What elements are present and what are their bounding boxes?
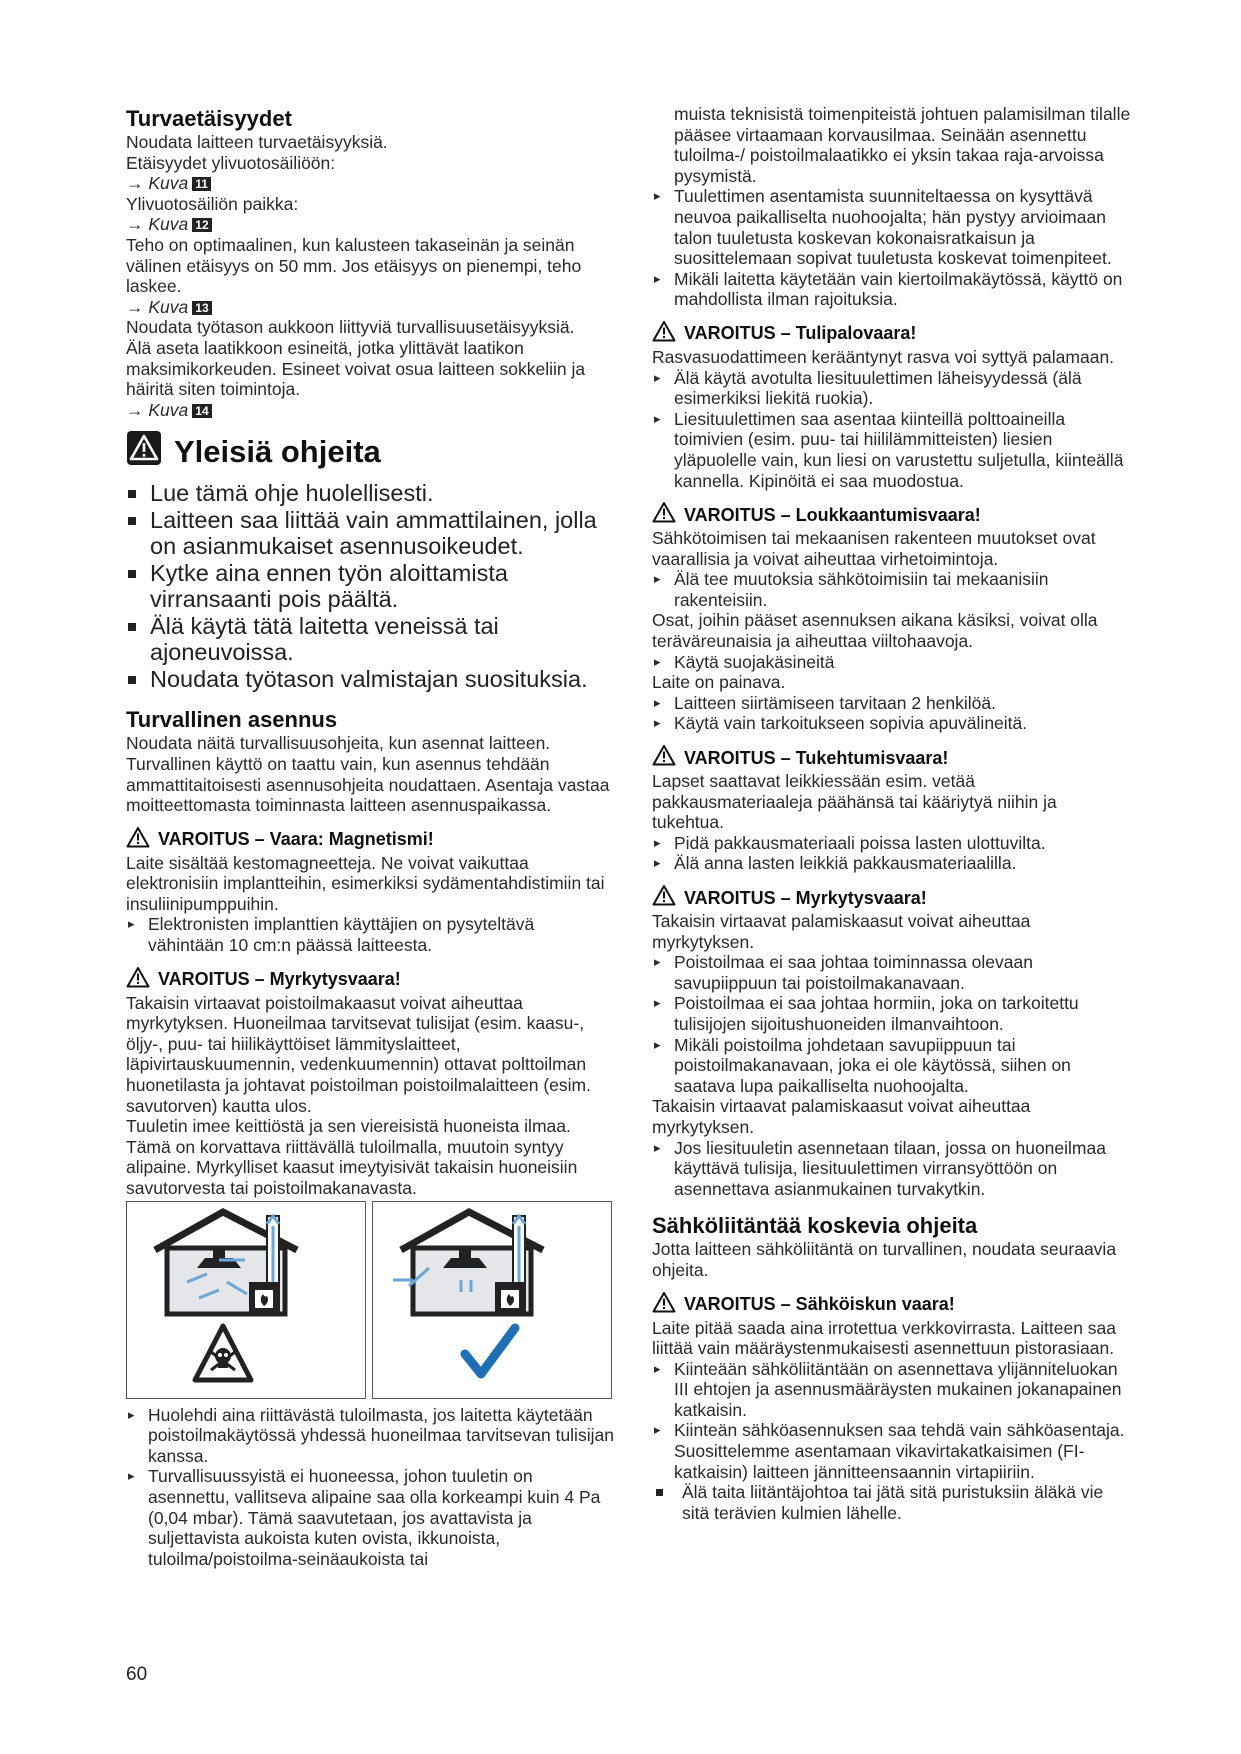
warning-triangle-icon: [652, 501, 676, 528]
bullet-item: ▸ Elektronisten implanttien käyttäjien on pysyteltävä vähintään 10 cm:n päässä laitteesta.: [126, 914, 614, 955]
bullet-item: ▸ Turvallisuussyistä ei huoneessa, johon tuuletin on asennettu, vallitseva alipaine saa olla korkeampi kuin 4 Pa (0,04 mbar). Tämä saavutetaan, jos avattavista ja suljettavista aukoista kuten ovista, ikkunoista, tuloilma/poistoilma-seinäaukoista tai: [126, 1466, 614, 1569]
paragraph: Lapset saattavat leikkiessään esim. vetää pakkausmateriaaleja päähänsä tai kääriytyä niihin ja tukehtua.: [652, 771, 1057, 833]
figure-reference-label: Kuva: [148, 296, 189, 317]
figure-reference-label: Kuva: [148, 214, 189, 235]
paragraph: Takaisin virtaavat palamiskaasut voivat aiheuttaa myrkytyksen.: [652, 1096, 1031, 1137]
warning-triangle-icon: [126, 826, 150, 853]
paragraph: Noudata laitteen turvaetäisyyksiä.: [126, 132, 388, 152]
general-instruction: Lue tämä ohje huolellisesti.: [126, 480, 614, 506]
bullet-item: ▸ Laitteen siirtämiseen tarvitaan 2 henkilöä.: [652, 693, 1132, 714]
warning-title: VAROITUS – Myrkytysvaara!: [684, 887, 927, 908]
warning-title: VAROITUS – Tukehtumisvaara!: [684, 747, 949, 768]
bullet-item: ▸ Tuulettimen asentamista suunniteltaessa on kysyttävä neuvoa paikalliselta nuohoojalta; hän pystyy arvioimaan talon tuuletusta koskevan kokonaisratkaisun ja suosittelemaan sopivat tuuletusta koskevat toimenpiteet.: [652, 186, 1132, 268]
bullet-item: ▸ Käytä vain tarkoitukseen sopivia apuvälineitä.: [652, 713, 1132, 734]
warning-title: VAROITUS – Loukkaantumisvaara!: [684, 504, 981, 525]
warning-triangle-icon: [652, 744, 676, 771]
bullet-item: ▸ Liesituulettimen saa asentaa kiinteillä polttoaineilla toimivien (esim. puu- tai hiililämmitteisten) liesien yläpuolelle vain, kun liesi on varustettu suljetulla, kiinteällä kannella. Kipinöitä ei saa muodostua.: [652, 409, 1132, 491]
figure-number-badge: 14: [192, 404, 211, 418]
warning-fire-heading: [652, 320, 1132, 347]
warning-triangle-icon: [652, 884, 676, 911]
figure-number-badge: 11: [192, 177, 211, 191]
paragraph: Sähkötoimisen tai mekaanisen rakenteen muutokset ovat vaarallisia ja voivat aiheuttaa virhetoimintoja.: [652, 528, 1096, 569]
general-instruction: Laitteen saa liittää vain ammattilainen, jolla on asianmukaiset asennusoikeudet.: [126, 507, 614, 559]
warning-triangle-icon: [126, 966, 150, 993]
figure-safe: [372, 1201, 612, 1399]
general-instruction: Noudata työtason valmistajan suosituksia.: [126, 666, 614, 692]
turvaetaisyydet-heading: Turvaetäisyydet: [126, 106, 292, 131]
warning-injury-heading: [652, 501, 1132, 528]
warning-box-icon: [126, 430, 162, 474]
paragraph: Laite on painava.: [652, 672, 786, 693]
warning-magnet-heading: [126, 826, 614, 853]
square-bullet-item: Älä taita liitäntäjohtoa tai jätä sitä puristuksiin äläkä vie sitä terävien kulmien lähelle.: [652, 1482, 1132, 1523]
paragraph: Noudata työtason aukkoon liittyviä turvallisuusetäisyyksiä.: [126, 317, 575, 338]
bullet-item: ▸ Älä tee muutoksia sähkötoimisiin tai mekaanisiin rakenteisiin.: [652, 569, 1132, 610]
paragraph: muista teknisistä toimenpiteistä johtuen palamisilman tilalle pääsee virtaamaan korvausilmaa. Seinään asennettu tuloilma-/ poistoilmalaatikko ei yksin takaa raja-arvoissa pysymistä.: [674, 104, 1131, 186]
figure-reference[interactable]: → Kuva 11: [126, 173, 614, 194]
paragraph: Noudata näitä turvallisuusohjeita, kun asennat laitteen.: [126, 733, 551, 754]
figure-unsafe: [126, 1201, 366, 1399]
warning-electric-heading: [652, 1291, 1132, 1318]
warning-title: VAROITUS – Myrkytysvaara!: [158, 969, 401, 990]
paragraph: Etäisyydet ylivuotosäiliöön:: [126, 152, 336, 173]
paragraph: Osat, joihin pääset asennuksen aikana käsiksi, voivat olla teräväreunaisia ja aiheuttaa viiltohaavoja.: [652, 610, 1098, 652]
general-instruction: Kytke aina ennen työn aloittamista virransaanti pois päältä.: [126, 560, 614, 612]
bullet-item: ▸ Älä käytä avotulta liesituulettimen läheisyydessä (älä esimerkiksi liekitä ruokia).: [652, 368, 1132, 409]
bullet-item: ▸ Älä anna lasten leikkiä pakkausmateriaalilla.: [652, 853, 1132, 874]
paragraph: Takaisin virtaavat palamiskaasut voivat aiheuttaa myrkytyksen.: [652, 911, 1031, 952]
paragraph: Laite pitää saada aina irrotettua verkkovirrasta. Laitteen saa liittää vain määräystenmukaisesti asennettuun pistorasiaan.: [652, 1317, 1117, 1359]
warning-title: VAROITUS – Vaara: Magnetismi!: [158, 829, 434, 850]
bullet-item: ▸ Kiinteän sähköasennuksen saa tehdä vain sähköasentaja. Suosittelemme asentamaan vikavirtakatkaisimen (FI-katkaisin) laitteen jännitteensaannin virtapiiriin.: [652, 1420, 1132, 1482]
bullet-item: ▸ Jos liesituuletin asennetaan tilaan, jossa on huoneilmaa käyttävä tulisija, liesituulettimen virransyöttöön on asennettava asianmukainen turvakytkin.: [652, 1138, 1132, 1200]
sahko-heading: Sähköliitäntää koskevia ohjeita: [652, 1213, 978, 1239]
ventilation-figures: [126, 1201, 614, 1399]
bullet-item: ▸ Käytä suojakäsineitä: [652, 652, 1132, 673]
paragraph: Takaisin virtaavat poistoilmakaasut voivat aiheuttaa myrkytyksen. Huoneilmaa tarvitsevat tulisijat (esim. kaasu-, öljy-, puu- tai hiilikäyttöiset lämmityslaitteet, läpivirtauskuumennin, vedenkuumennin) ottavat polttoilman huonetilasta ja johtavat poistoilman poistoilmalaitteen (esim. savutorven) kautta ulos.: [126, 992, 591, 1116]
bullet-item: ▸ Mikäli laitetta käytetään vain kiertoilmakäytössä, käyttö on mahdollista ilman rajoituksia.: [652, 269, 1132, 310]
paragraph: Laite sisältää kestomagneetteja. Ne voivat vaikuttaa elektronisiin implantteihin, esimerkiksi sydämentahdistimiin tai insuliinipumppuihin.: [126, 852, 605, 914]
paragraph: Jotta laitteen sähköliitäntä on turvallinen, noudata seuraavia ohjeita.: [652, 1239, 1117, 1280]
right-column: [652, 104, 1132, 1523]
warning-title: VAROITUS – Sähköiskun vaara!: [684, 1294, 955, 1314]
figure-reference-label: Kuva: [148, 173, 189, 194]
bullet-item: ▸ Poistoilmaa ei saa johtaa hormiin, joka on tarkoitettu tulisijojen sijoitushuoneiden ilmanvaihtoon.: [652, 993, 1132, 1034]
paragraph: Rasvasuodattimeen kerääntynyt rasva voi syttyä palamaan.: [652, 346, 1115, 367]
warning-triangle-icon: [652, 320, 676, 347]
figure-reference-label: Kuva: [148, 399, 189, 420]
paragraph: Ylivuotosäiliön paikka:: [126, 193, 299, 214]
asennus-heading: Turvallinen asennus: [126, 707, 338, 733]
warning-triangle-icon: [652, 1291, 676, 1318]
paragraph: Älä aseta laatikkoon esineitä, jotka ylittävät laatikon maksimikorkeuden. Esineet voivat osua laitteen sokkeliin ja häiritä siten toimintoja.: [126, 337, 586, 400]
warning-suffocation-heading: [652, 744, 1132, 771]
general-instruction: Älä käytä tätä laitetta veneissä tai ajoneuvoissa.: [126, 613, 614, 665]
figure-reference[interactable]: → Kuva 14: [126, 400, 614, 421]
bullet-item: ▸ Kiinteään sähköliitäntään on asennettava ylijänniteluokan III ehtojen ja asennusmääräysten mukainen jokanapainen katkaisin.: [652, 1359, 1132, 1421]
yleisia-heading: [126, 430, 614, 474]
warning-title: VAROITUS – Tulipalovaara!: [684, 323, 917, 344]
figure-number-badge: 13: [192, 301, 211, 315]
left-column: [126, 106, 614, 1569]
paragraph: Turvallinen käyttö on taattu vain, kun asennus tehdään ammattitaitoisesti asennusohjeita noudattaen. Asentaja vastaa moitteettomasta toiminnasta laitteen asennuspaikassa.: [126, 753, 610, 816]
paragraph: Teho on optimaalinen, kun kalusteen takaseinän ja seinän välinen etäisyys on 50 mm. Jos etäisyys on pienempi, teho laskee.: [126, 234, 582, 297]
figure-reference[interactable]: → Kuva 12: [126, 214, 614, 235]
figure-number-badge: 12: [192, 218, 211, 232]
bullet-item: ▸ Poistoilmaa ei saa johtaa toiminnassa olevaan savupiippuun tai poistoilmakanavaan.: [652, 952, 1132, 993]
figure-reference[interactable]: → Kuva 13: [126, 297, 614, 318]
yleisia-title: Yleisiä ohjeita: [174, 434, 381, 470]
page-number: 60: [126, 1664, 148, 1685]
warning-poison2-heading: [652, 884, 1132, 911]
paragraph: Tuuletin imee keittiöstä ja sen viereisistä huoneista ilmaa. Tämä on korvattava riittävällä tuloilmalla, muutoin syntyy alipaine. Myrkylliset kaasut imeytyisivät takaisin huoneisiin savutorvesta tai poistoilmakanavasta.: [126, 1116, 578, 1198]
bullet-item: ▸ Mikäli poistoilma johdetaan savupiippuun tai poistoilmakanavaan, joka ei ole käytössä, siihen on saatava lupa paikalliselta nuohoojalta.: [652, 1035, 1132, 1097]
bullet-item: ▸ Pidä pakkausmateriaali poissa lasten ulottuvilta.: [652, 833, 1132, 854]
bullet-item: ▸ Huolehdi aina riittävästä tuloilmasta, jos laitetta käytetään poistoilmakäytössä yhdessä huoneilmaa tarvitsevan tulisijan kanssa.: [126, 1405, 614, 1467]
warning-poison-heading: [126, 966, 614, 993]
